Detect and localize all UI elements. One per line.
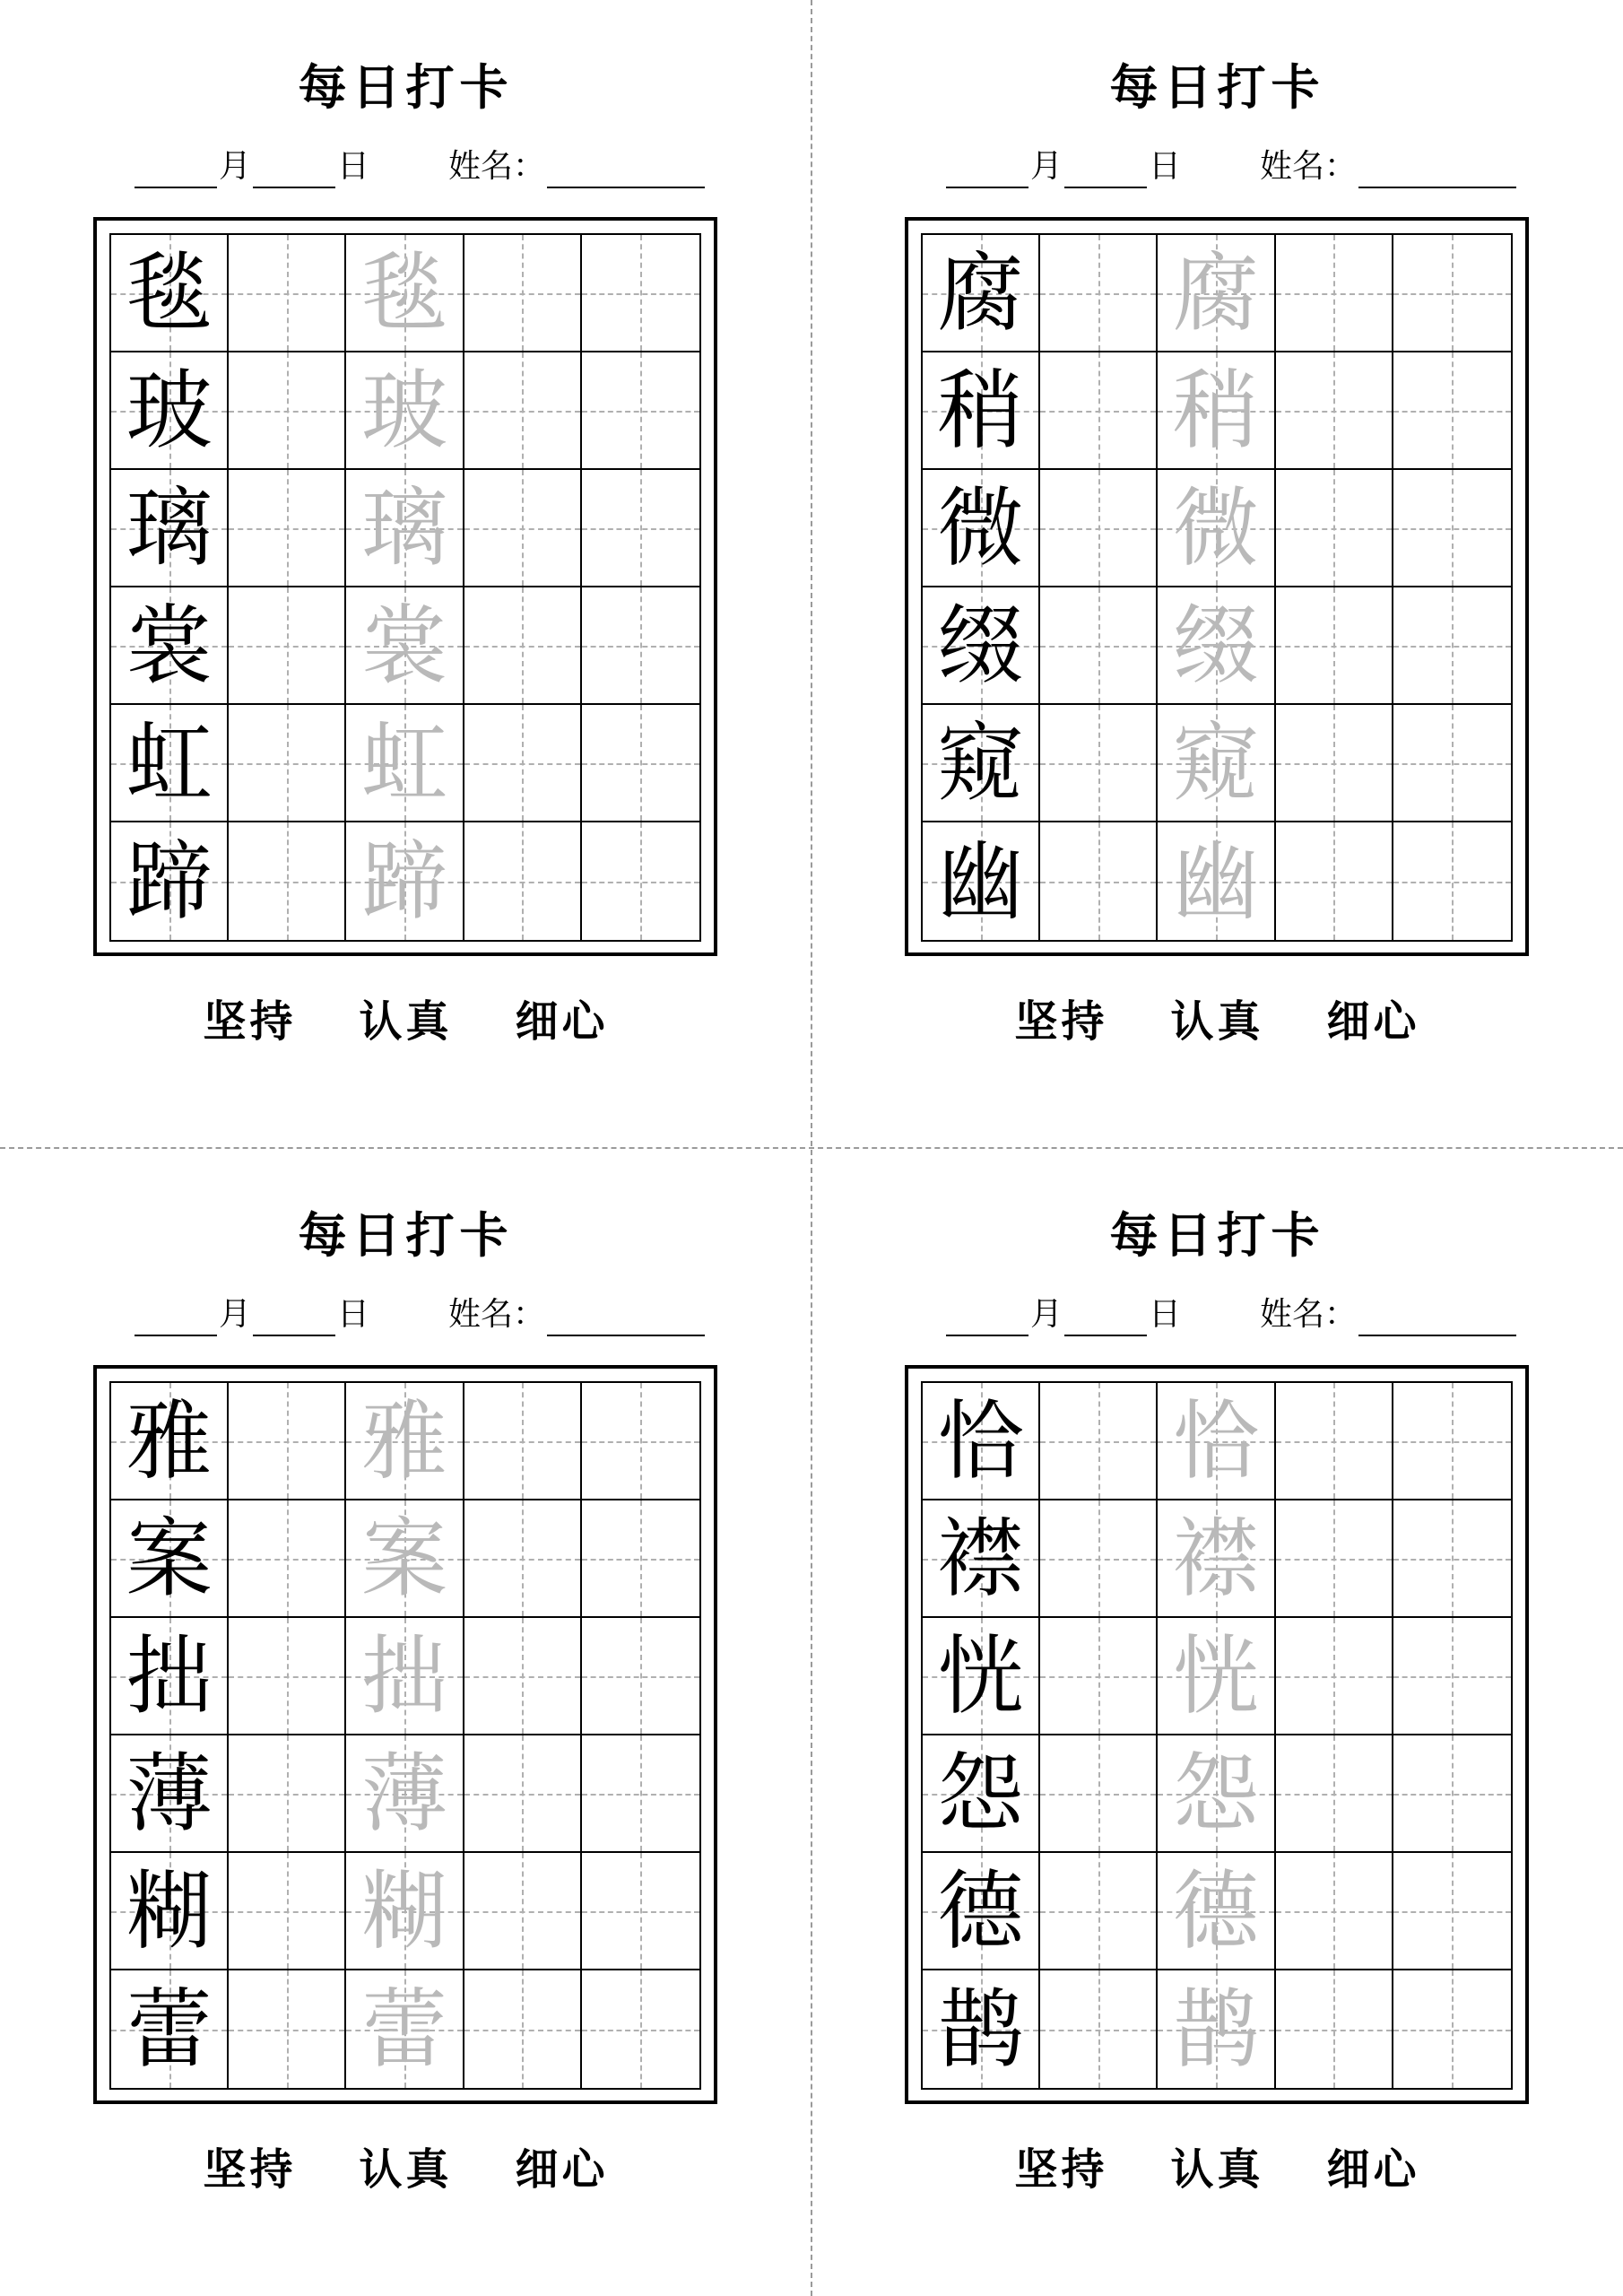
- trace-char-cell[interactable]: [1158, 1970, 1275, 2088]
- trace-char-cell[interactable]: [346, 1735, 464, 1853]
- blank-writing-cell[interactable]: [582, 1853, 699, 1970]
- blank-writing-cell[interactable]: [1040, 587, 1158, 705]
- name-label: 姓名：: [448, 1296, 546, 1333]
- model-char-cell: [111, 352, 229, 470]
- day-blank[interactable]: [1064, 151, 1147, 188]
- trace-character: 璃: [360, 477, 447, 578]
- blank-writing-cell[interactable]: [1040, 470, 1158, 587]
- model-character: 拙: [126, 1625, 213, 1726]
- trace-character: 稍: [1172, 360, 1259, 461]
- blank-writing-cell[interactable]: [582, 1500, 699, 1618]
- day-blank[interactable]: [253, 1299, 335, 1336]
- trace-character: 蕾: [360, 1979, 447, 2080]
- blank-writing-cell[interactable]: [464, 1853, 582, 1970]
- writing-grid: [109, 233, 701, 942]
- model-character: 幽: [937, 831, 1024, 932]
- name-blank[interactable]: [547, 151, 705, 188]
- model-char-cell: [111, 822, 229, 940]
- blank-writing-cell[interactable]: [1393, 1618, 1511, 1735]
- blank-writing-cell[interactable]: [1393, 352, 1511, 470]
- blank-writing-cell[interactable]: [1276, 1735, 1393, 1853]
- model-char-cell: [111, 235, 229, 352]
- blank-writing-cell[interactable]: [1393, 705, 1511, 822]
- blank-writing-cell[interactable]: [229, 587, 346, 705]
- motto-word: 坚持: [1014, 996, 1108, 1047]
- blank-writing-cell[interactable]: [1276, 587, 1393, 705]
- model-char-cell: [923, 352, 1040, 470]
- blank-writing-cell[interactable]: [582, 1735, 699, 1853]
- model-character: 襟: [937, 1508, 1024, 1609]
- writing-grid-frame: [905, 217, 1529, 956]
- blank-writing-cell[interactable]: [582, 1383, 699, 1500]
- blank-writing-cell[interactable]: [582, 587, 699, 705]
- model-character: 怨: [937, 1743, 1024, 1844]
- month-blank[interactable]: [946, 151, 1028, 188]
- model-char-cell: [923, 1618, 1040, 1735]
- blank-writing-cell[interactable]: [229, 1853, 346, 1970]
- writing-grid: [921, 233, 1513, 942]
- motto-word: 细心: [1326, 996, 1420, 1047]
- trace-character: 恍: [1172, 1625, 1259, 1726]
- month-label: 月: [1030, 1296, 1063, 1333]
- trace-character: 窥: [1172, 712, 1259, 813]
- motto-word: 坚持: [1014, 2144, 1108, 2195]
- month-blank[interactable]: [946, 1299, 1028, 1336]
- practice-sheet: [812, 1148, 1623, 2296]
- sheet-title: 每日打卡: [298, 58, 514, 116]
- blank-writing-cell[interactable]: [229, 822, 346, 940]
- blank-writing-cell[interactable]: [1276, 1970, 1393, 2088]
- sheet-title: 每日打卡: [1109, 58, 1325, 116]
- model-char-cell: [111, 1970, 229, 2088]
- blank-writing-cell[interactable]: [464, 235, 582, 352]
- practice-sheet: [0, 0, 812, 1148]
- blank-writing-cell[interactable]: [1276, 235, 1393, 352]
- motto-word: 认真: [359, 996, 453, 1047]
- trace-char-cell[interactable]: [1158, 1500, 1275, 1618]
- blank-writing-cell[interactable]: [464, 1500, 582, 1618]
- model-character: 缀: [937, 595, 1024, 696]
- trace-character: 案: [360, 1508, 447, 1609]
- day-blank[interactable]: [1064, 1299, 1147, 1336]
- model-char-cell: [111, 1383, 229, 1500]
- model-character: 糊: [126, 1860, 213, 1961]
- blank-writing-cell[interactable]: [1040, 705, 1158, 822]
- trace-character: 缀: [1172, 595, 1259, 696]
- trace-char-cell[interactable]: [346, 1500, 464, 1618]
- blank-writing-cell[interactable]: [1276, 1618, 1393, 1735]
- model-char-cell: [923, 235, 1040, 352]
- model-char-cell: [111, 705, 229, 822]
- blank-writing-cell[interactable]: [582, 822, 699, 940]
- model-character: 案: [126, 1508, 213, 1609]
- name-label: 姓名：: [1260, 1296, 1358, 1333]
- model-character: 微: [937, 477, 1024, 578]
- trace-char-cell[interactable]: [346, 705, 464, 822]
- model-char-cell: [111, 1618, 229, 1735]
- blank-writing-cell[interactable]: [464, 1970, 582, 2088]
- trace-char-cell[interactable]: [346, 1853, 464, 1970]
- trace-char-cell[interactable]: [1158, 235, 1275, 352]
- blank-writing-cell[interactable]: [1393, 587, 1511, 705]
- day-label: 日: [337, 148, 370, 185]
- model-character: 恰: [937, 1390, 1024, 1492]
- motto-word: 坚持: [203, 2144, 297, 2195]
- model-char-cell: [111, 470, 229, 587]
- blank-writing-cell[interactable]: [229, 1735, 346, 1853]
- date-name-line: [946, 145, 1516, 188]
- writing-grid: [109, 1381, 701, 2090]
- blank-writing-cell[interactable]: [1040, 235, 1158, 352]
- model-char-cell: [923, 822, 1040, 940]
- motto-word: 细心: [515, 996, 609, 1047]
- blank-writing-cell[interactable]: [582, 1618, 699, 1735]
- model-character: 璃: [126, 477, 213, 578]
- blank-writing-cell[interactable]: [1276, 352, 1393, 470]
- model-character: 虹: [126, 712, 213, 813]
- trace-character: 糊: [360, 1860, 447, 1961]
- blank-writing-cell[interactable]: [1393, 1500, 1511, 1618]
- sheet-title: 每日打卡: [1109, 1206, 1325, 1264]
- blank-writing-cell[interactable]: [229, 1970, 346, 2088]
- blank-writing-cell[interactable]: [464, 352, 582, 470]
- trace-char-cell[interactable]: [346, 1970, 464, 2088]
- trace-character: 玻: [360, 360, 447, 461]
- blank-writing-cell[interactable]: [1040, 1735, 1158, 1853]
- trace-character: 德: [1172, 1860, 1259, 1961]
- model-character: 腐: [937, 242, 1024, 344]
- model-character: 窥: [937, 712, 1024, 813]
- motto-word: 细心: [515, 2144, 609, 2195]
- day-blank[interactable]: [253, 151, 335, 188]
- model-char-cell: [923, 1735, 1040, 1853]
- trace-char-cell[interactable]: [1158, 352, 1275, 470]
- blank-writing-cell[interactable]: [1040, 1618, 1158, 1735]
- day-label: 日: [337, 1296, 370, 1333]
- model-char-cell: [111, 587, 229, 705]
- blank-writing-cell[interactable]: [1276, 1853, 1393, 1970]
- model-char-cell: [923, 1500, 1040, 1618]
- trace-char-cell[interactable]: [1158, 705, 1275, 822]
- blank-writing-cell[interactable]: [1040, 1500, 1158, 1618]
- blank-writing-cell[interactable]: [229, 470, 346, 587]
- motto-word: 认真: [1170, 2144, 1264, 2195]
- trace-character: 幽: [1172, 831, 1259, 932]
- name-blank[interactable]: [1358, 1299, 1516, 1336]
- blank-writing-cell[interactable]: [1393, 1970, 1511, 2088]
- model-char-cell: [923, 705, 1040, 822]
- model-char-cell: [923, 1970, 1040, 2088]
- trace-character: 薄: [360, 1743, 447, 1844]
- blank-writing-cell[interactable]: [582, 352, 699, 470]
- model-char-cell: [111, 1500, 229, 1618]
- name-label: 姓名：: [448, 148, 546, 185]
- motto-word: 认真: [359, 2144, 453, 2195]
- blank-writing-cell[interactable]: [229, 1500, 346, 1618]
- trace-character: 恰: [1172, 1390, 1259, 1492]
- trace-char-cell[interactable]: [346, 352, 464, 470]
- model-char-cell: [111, 1853, 229, 1970]
- trace-character: 裳: [360, 595, 447, 696]
- trace-char-cell[interactable]: [346, 235, 464, 352]
- model-character: 恍: [937, 1625, 1024, 1726]
- model-char-cell: [923, 470, 1040, 587]
- trace-character: 微: [1172, 477, 1259, 578]
- model-character: 薄: [126, 1743, 213, 1844]
- date-name-line: [135, 145, 705, 188]
- motto-line: [812, 2135, 1623, 2196]
- trace-character: 毯: [360, 242, 447, 344]
- blank-writing-cell[interactable]: [464, 705, 582, 822]
- trace-character: 虹: [360, 712, 447, 813]
- blank-writing-cell[interactable]: [464, 470, 582, 587]
- model-char-cell: [923, 587, 1040, 705]
- blank-writing-cell[interactable]: [1040, 352, 1158, 470]
- trace-char-cell[interactable]: [1158, 1853, 1275, 1970]
- trace-char-cell[interactable]: [1158, 1618, 1275, 1735]
- trace-character: 蹄: [360, 831, 447, 932]
- trace-character: 鹊: [1172, 1979, 1259, 2080]
- model-character: 德: [937, 1860, 1024, 1961]
- motto-line: [0, 2135, 812, 2196]
- practice-sheet: [0, 1148, 812, 2296]
- date-name-line: [135, 1293, 705, 1336]
- model-character: 蹄: [126, 831, 213, 932]
- date-name-line: [946, 1293, 1516, 1336]
- blank-writing-cell[interactable]: [229, 1383, 346, 1500]
- blank-writing-cell[interactable]: [464, 1735, 582, 1853]
- blank-writing-cell[interactable]: [464, 1618, 582, 1735]
- blank-writing-cell[interactable]: [1393, 1853, 1511, 1970]
- blank-writing-cell[interactable]: [1276, 1500, 1393, 1618]
- blank-writing-cell[interactable]: [1276, 1383, 1393, 1500]
- model-char-cell: [923, 1383, 1040, 1500]
- blank-writing-cell[interactable]: [1393, 1735, 1511, 1853]
- blank-writing-cell[interactable]: [229, 1618, 346, 1735]
- name-blank[interactable]: [1358, 151, 1516, 188]
- sheet-title: 每日打卡: [298, 1206, 514, 1264]
- trace-char-cell[interactable]: [1158, 1383, 1275, 1500]
- trace-character: 怨: [1172, 1743, 1259, 1844]
- motto-line: [0, 987, 812, 1048]
- model-character: 玻: [126, 360, 213, 461]
- model-character: 蕾: [126, 1979, 213, 2080]
- motto-word: 坚持: [203, 996, 297, 1047]
- day-label: 日: [1149, 1296, 1182, 1333]
- blank-writing-cell[interactable]: [464, 822, 582, 940]
- month-blank[interactable]: [135, 151, 217, 188]
- blank-writing-cell[interactable]: [229, 705, 346, 822]
- model-character: 稍: [937, 360, 1024, 461]
- trace-char-cell[interactable]: [346, 1618, 464, 1735]
- trace-character: 襟: [1172, 1508, 1259, 1609]
- name-label: 姓名：: [1260, 148, 1358, 185]
- blank-writing-cell[interactable]: [1040, 1970, 1158, 2088]
- blank-writing-cell[interactable]: [1393, 235, 1511, 352]
- trace-character: 雅: [360, 1390, 447, 1492]
- model-char-cell: [923, 1853, 1040, 1970]
- model-character: 鹊: [937, 1979, 1024, 2080]
- day-label: 日: [1149, 148, 1182, 185]
- blank-writing-cell[interactable]: [1040, 822, 1158, 940]
- blank-writing-cell[interactable]: [229, 352, 346, 470]
- blank-writing-cell[interactable]: [1040, 1383, 1158, 1500]
- trace-char-cell[interactable]: [1158, 1735, 1275, 1853]
- trace-char-cell[interactable]: [346, 470, 464, 587]
- blank-writing-cell[interactable]: [1276, 470, 1393, 587]
- month-blank[interactable]: [135, 1299, 217, 1336]
- trace-char-cell[interactable]: [346, 587, 464, 705]
- writing-grid-frame: [905, 1365, 1529, 2104]
- month-label: 月: [219, 1296, 252, 1333]
- blank-writing-cell[interactable]: [582, 1970, 699, 2088]
- writing-grid-frame: [93, 1365, 717, 2104]
- model-character: 雅: [126, 1390, 213, 1492]
- blank-writing-cell[interactable]: [1276, 822, 1393, 940]
- writing-grid-frame: [93, 217, 717, 956]
- blank-writing-cell[interactable]: [1393, 1383, 1511, 1500]
- model-character: 裳: [126, 595, 213, 696]
- blank-writing-cell[interactable]: [1393, 470, 1511, 587]
- month-label: 月: [219, 148, 252, 185]
- blank-writing-cell[interactable]: [1276, 705, 1393, 822]
- blank-writing-cell[interactable]: [1040, 1853, 1158, 1970]
- model-character: 毯: [126, 242, 213, 344]
- trace-character: 腐: [1172, 242, 1259, 344]
- trace-char-cell[interactable]: [346, 1383, 464, 1500]
- writing-grid: [921, 1381, 1513, 2090]
- motto-word: 细心: [1326, 2144, 1420, 2195]
- blank-writing-cell[interactable]: [582, 235, 699, 352]
- blank-writing-cell[interactable]: [582, 705, 699, 822]
- blank-writing-cell[interactable]: [229, 235, 346, 352]
- trace-char-cell[interactable]: [346, 822, 464, 940]
- name-blank[interactable]: [547, 1299, 705, 1336]
- blank-writing-cell[interactable]: [464, 587, 582, 705]
- blank-writing-cell[interactable]: [464, 1383, 582, 1500]
- trace-char-cell[interactable]: [1158, 470, 1275, 587]
- trace-character: 拙: [360, 1625, 447, 1726]
- model-char-cell: [111, 1735, 229, 1853]
- blank-writing-cell[interactable]: [1393, 822, 1511, 940]
- trace-char-cell[interactable]: [1158, 587, 1275, 705]
- month-label: 月: [1030, 148, 1063, 185]
- blank-writing-cell[interactable]: [582, 470, 699, 587]
- practice-sheet: [812, 0, 1623, 1148]
- motto-word: 认真: [1170, 996, 1264, 1047]
- trace-char-cell[interactable]: [1158, 822, 1275, 940]
- motto-line: [812, 987, 1623, 1048]
